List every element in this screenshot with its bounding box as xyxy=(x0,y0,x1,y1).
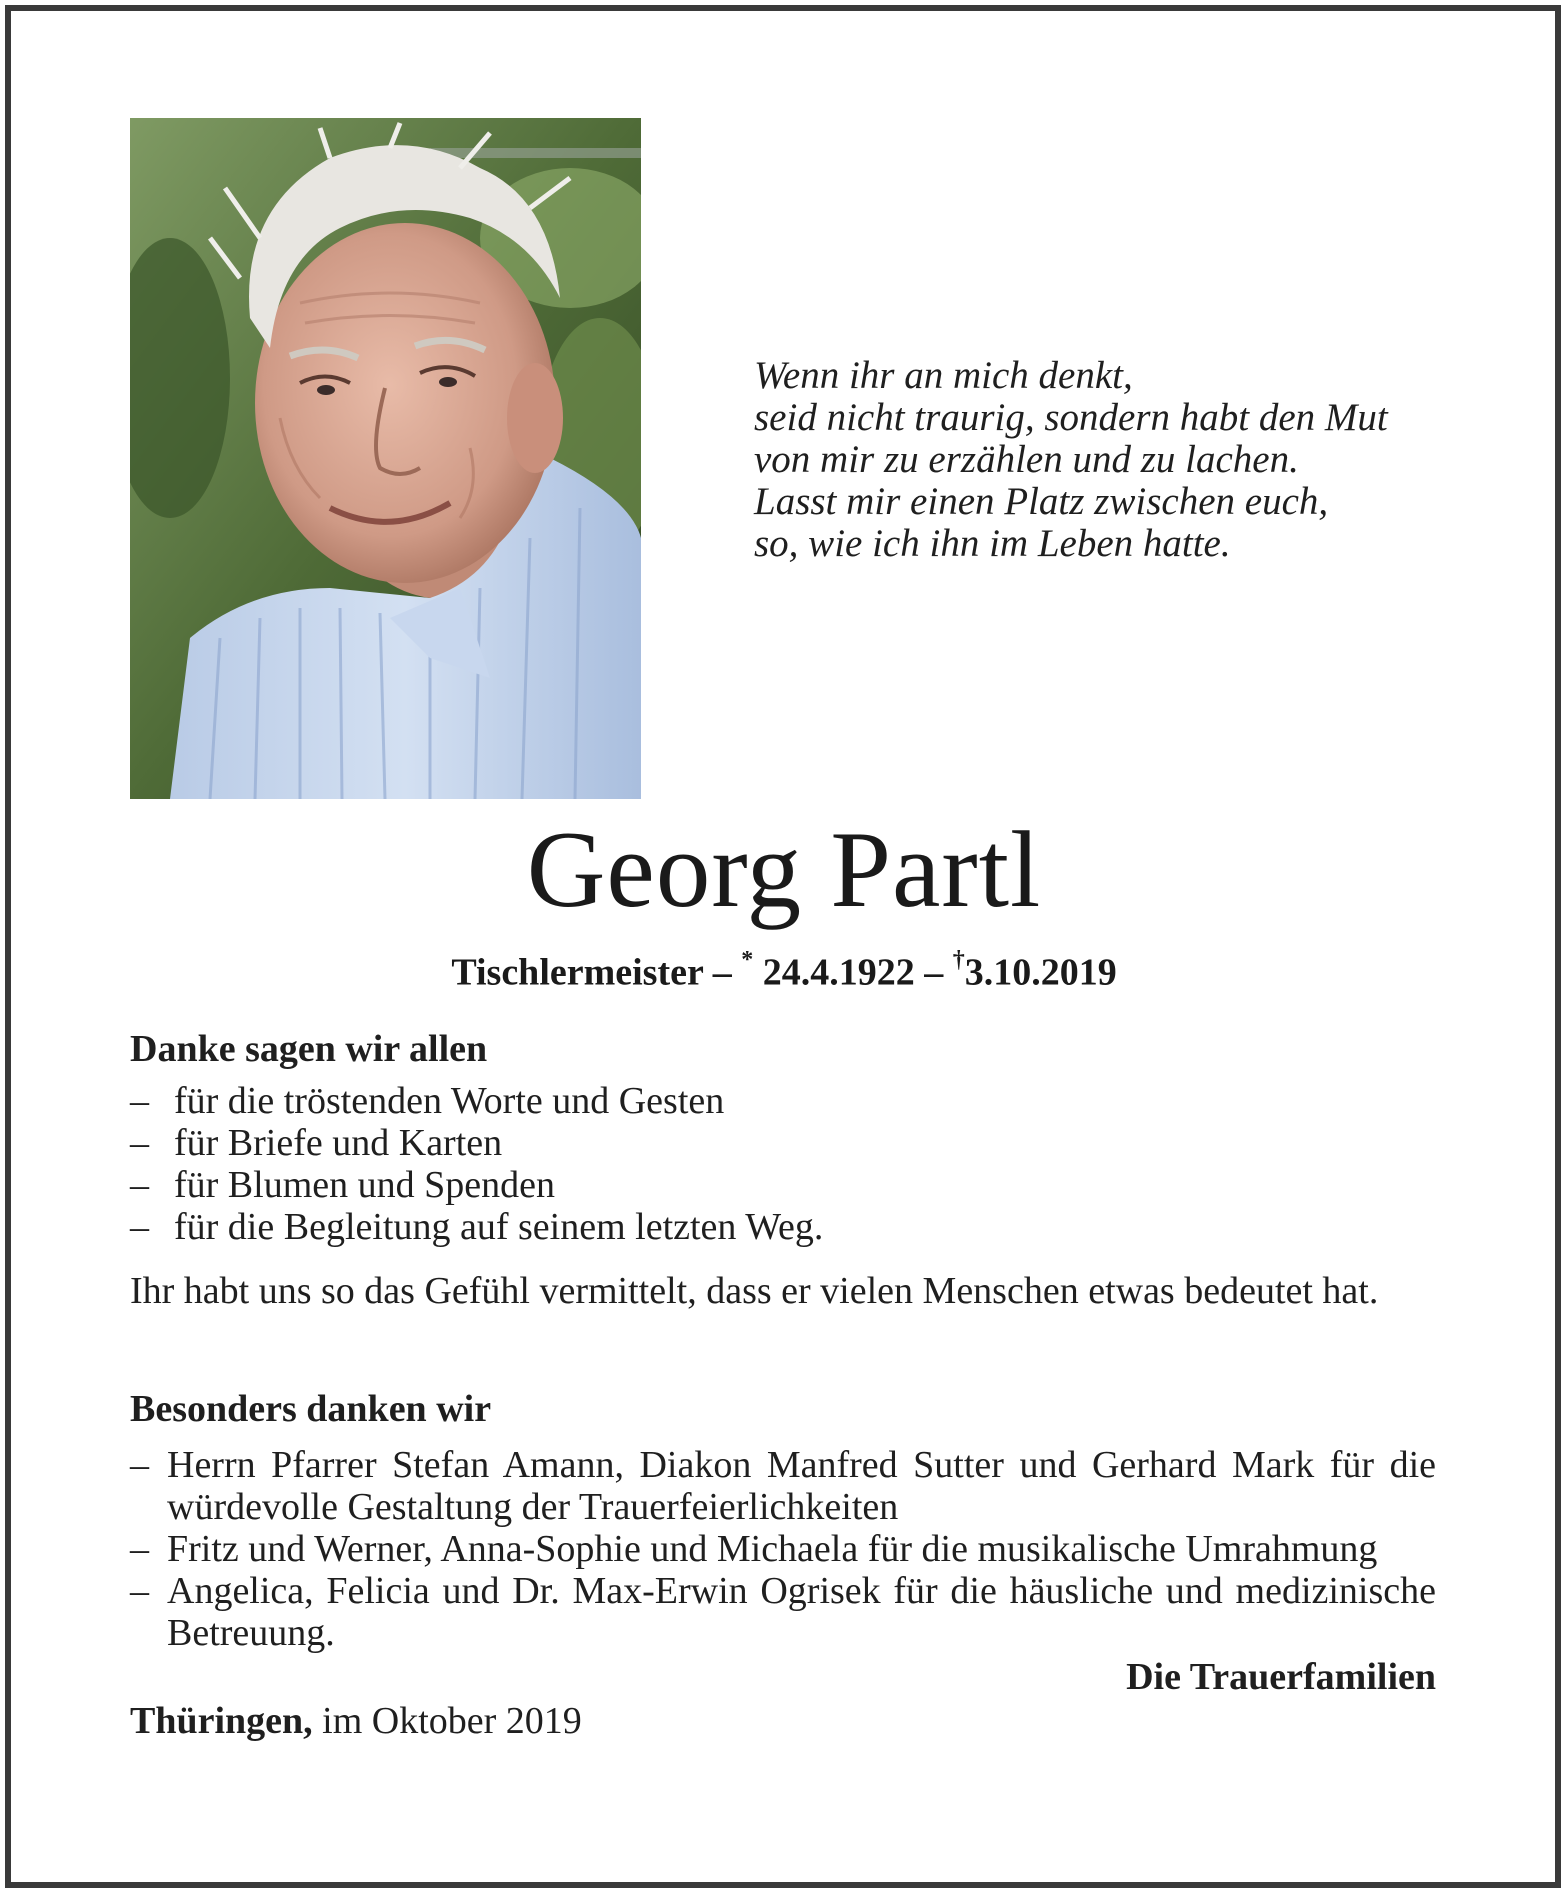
dash: – xyxy=(130,1080,149,1122)
list-item xyxy=(130,1444,1436,1528)
place: Thüringen, xyxy=(130,1700,313,1742)
list-item-text: Herrn Pfarrer Stefan Amann, Diakon Manfred Sutter und Gerhard Mark für die würdevolle Gestaltung der Trauerfeierlichkeiten xyxy=(167,1444,1436,1528)
list-item xyxy=(130,1080,1436,1122)
list-item-text: Fritz und Werner, Anna-Sophie und Michaela für die musikalische Umrahmung xyxy=(167,1528,1378,1570)
list-item xyxy=(130,1164,1436,1206)
profession: Tischlermeister xyxy=(451,951,704,994)
list-item-text: Angelica, Felicia und Dr. Max-Erwin Ogrisek für die häusliche und medizinische Betreuung. xyxy=(167,1570,1436,1654)
dash: – xyxy=(130,1164,149,1206)
dash: – xyxy=(130,1528,149,1570)
dash: – xyxy=(130,1570,149,1612)
special-thanks-section xyxy=(130,1388,1436,1742)
deceased-name: Georg Partl xyxy=(526,809,1042,930)
separator: – xyxy=(924,951,944,994)
poem-line: Lasst mir einen Platz zwischen euch, xyxy=(754,480,1329,523)
list-item-text: für Blumen und Spenden xyxy=(174,1164,556,1206)
poem-line: Wenn ihr an mich denkt, xyxy=(754,354,1133,397)
thanks-paragraph: Ihr habt uns so das Gefühl vermittelt, dass er vielen Menschen etwas bedeutet hat. xyxy=(130,1270,1379,1312)
dash: – xyxy=(130,1444,149,1486)
thanks-heading: Danke sagen wir allen xyxy=(130,1028,488,1070)
list-item xyxy=(130,1570,1436,1654)
life-dates xyxy=(0,940,1568,997)
date-line: im Oktober 2019 xyxy=(322,1700,582,1742)
list-item-text: für die tröstenden Worte und Gesten xyxy=(174,1080,725,1122)
poem-line: so, wie ich ihn im Leben hatte. xyxy=(754,522,1231,565)
dash: – xyxy=(130,1206,149,1248)
portrait-photo xyxy=(130,118,641,799)
list-item xyxy=(130,1206,1436,1248)
memorial-poem xyxy=(754,355,1474,565)
list-item-text: für Briefe und Karten xyxy=(174,1122,503,1164)
dash: – xyxy=(130,1122,149,1164)
signature: Die Trauerfamilien xyxy=(1126,1656,1436,1698)
list-item xyxy=(130,1122,1436,1164)
poem-line: von mir zu erzählen und zu lachen. xyxy=(754,438,1299,481)
separator: – xyxy=(712,951,732,994)
list-item-text: für die Begleitung auf seinem letzten Weg. xyxy=(174,1206,824,1248)
special-list xyxy=(130,1444,1436,1654)
death-symbol: † xyxy=(952,947,965,973)
place-date xyxy=(130,1700,1436,1742)
thanks-list xyxy=(130,1080,1436,1248)
poem-line: seid nicht traurig, sondern habt den Mut xyxy=(754,396,1388,439)
special-heading: Besonders danken wir xyxy=(130,1388,492,1430)
birth-date: 24.4.1922 xyxy=(762,951,915,994)
list-item xyxy=(130,1528,1436,1570)
thanks-section xyxy=(130,1028,1436,1312)
death-date: 3.10.2019 xyxy=(964,951,1117,994)
birth-symbol: * xyxy=(741,947,754,973)
